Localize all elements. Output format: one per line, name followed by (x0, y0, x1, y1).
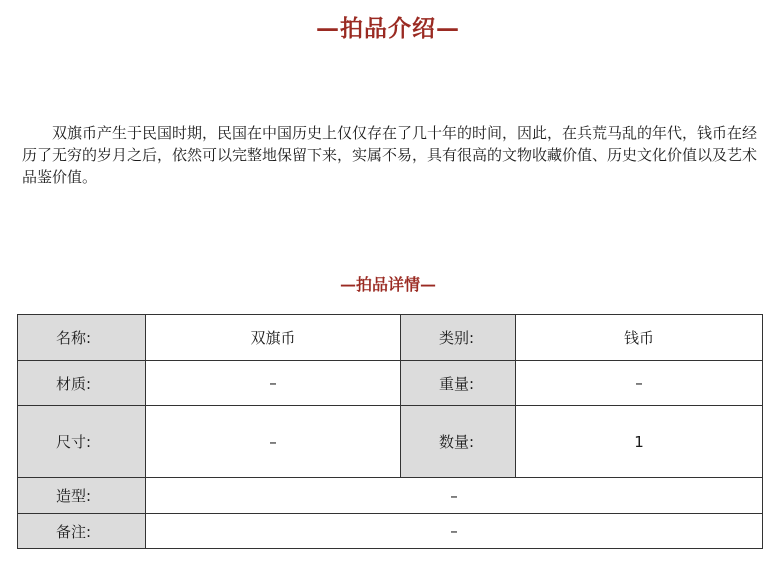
details-table (17, 314, 763, 549)
table-row (18, 406, 763, 478)
category-value: 钱币 (516, 315, 763, 361)
table-row (18, 315, 763, 361)
material-value: – (146, 361, 401, 406)
weight-value: – (516, 361, 763, 406)
material-label: 材质: (18, 361, 146, 406)
notes-value: – (146, 514, 763, 549)
table-row (18, 514, 763, 549)
table-row (18, 478, 763, 514)
name-value: 双旗币 (146, 315, 401, 361)
shape-label: 造型: (18, 478, 146, 514)
category-label: 类别: (401, 315, 516, 361)
intro-paragraph: 双旗币产生于民国时期，民国在中国历史上仅仅存在了几十年的时间，因此，在兵荒马乱的年代，钱币在经历了无穷的岁月之后，依然可以完整地保留下来，实属不易，具有很高的文物收藏价值、历史文化价值以及艺术品鉴价值。 (22, 124, 758, 186)
section-title-details: —拍品详情— (339, 275, 436, 294)
size-value: – (146, 406, 401, 478)
quantity-label: 数量: (401, 406, 516, 478)
table-row (18, 361, 763, 406)
weight-label: 重量: (401, 361, 516, 406)
quantity-value: 1 (516, 406, 763, 478)
shape-value: – (146, 478, 763, 514)
notes-label: 备注: (18, 514, 146, 549)
name-label: 名称: (18, 315, 146, 361)
section-title-intro: —拍品介绍— (316, 15, 460, 42)
size-label: 尺寸: (18, 406, 146, 478)
